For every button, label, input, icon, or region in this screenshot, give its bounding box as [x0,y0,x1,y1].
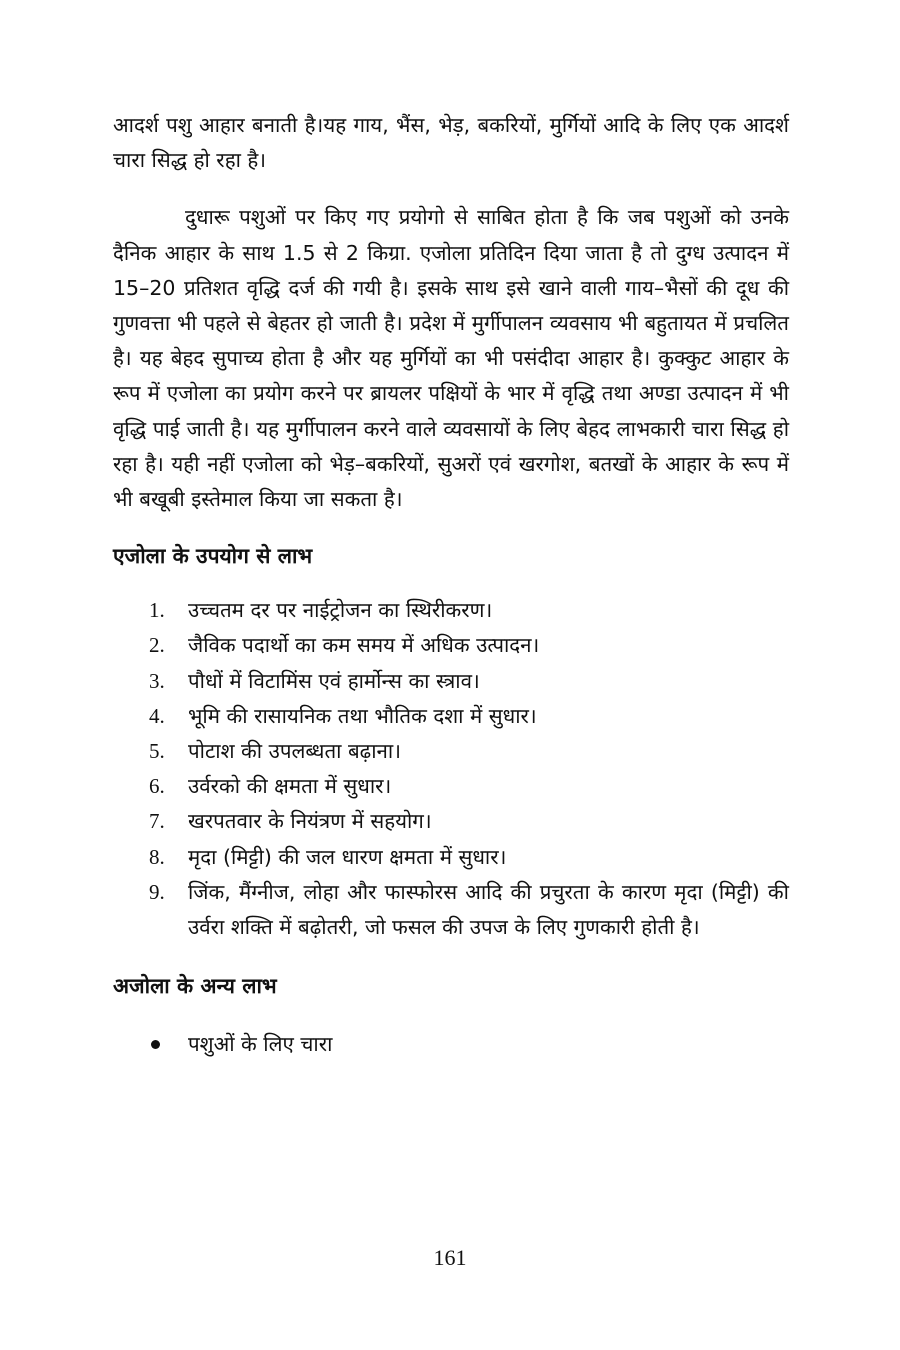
list-item [113,593,789,628]
list-item-text: भूमि की रासायनिक तथा भौतिक दशा में सुधार। [188,703,537,728]
list-item [113,840,789,875]
page-number: 161 [433,1245,467,1270]
list-number: 2. [149,633,165,658]
list-number: 7. [149,809,165,834]
list-item-text: मृदा (मिट्टी) की जल धारण क्षमता में सुधार। [188,844,507,869]
list-item-text: पशुओं के लिए चारा [188,1032,333,1057]
list-item [113,664,789,699]
list-number: 1. [149,598,165,623]
list-item [113,699,789,734]
list-item [113,628,789,663]
list-item-text: पोटाश की उपलब्धता बढ़ाना। [188,739,401,764]
list-number: 4. [149,703,165,728]
other-benefits-list [113,1027,789,1062]
list-number: 5. [149,739,165,764]
list-item-text: जिंक, मैंग्नीज, लोहा और फास्फोरस आदि की प्रचुरता के कारण मृदा (मिट्टी) की उर्वरा शक्ति में बढ़ोतरी, जो फसल की उपज के लिए गुणकारी होती है। [188,879,789,940]
list-item-text: उच्चतम दर पर नाईट्रोजन का स्थिरीकरण। [188,598,493,623]
list-item [113,769,789,804]
list-item-text: उर्वरको की क्षमता में सुधार। [188,774,392,799]
paragraph-intro: आदर्श पशु आहार बनाती है।यह गाय, भैंस, भेड़, बकरियों, मुर्गियों आदि के लिए एक आदर्श चारा सिद्ध हो रहा है। [113,113,789,173]
list-item-text: खरपतवार के नियंत्रण में सहयोग। [188,809,432,834]
document-page [113,108,789,1062]
section-heading-other-benefits: अजोला के अन्य लाभ [113,974,277,999]
list-item [113,875,789,945]
list-item [113,804,789,839]
list-number: 9. [149,879,165,904]
list-item-text: पौधों में विटामिंस एवं हार्मोन्स का स्त्राव। [188,668,480,693]
list-item [113,1027,789,1062]
list-number: 8. [149,844,165,869]
list-number: 6. [149,774,165,799]
list-item [113,734,789,769]
bullet-icon [151,1040,160,1049]
list-item-text: जैविक पदार्थो का कम समय में अधिक उत्पादन। [188,633,540,658]
paragraph-dairy-benefits: दुधारू पशुओं पर किए गए प्रयोगो से साबित होता है कि जब पशुओं को उनके दैनिक आहार के साथ 1.5 से 2 किग्रा. एजोला प्रतिदिन दिया जाता है तो दुग्ध उत्पादन में 15–20 प्रतिशत वृद्धि दर्ज की गयी है। इसके साथ इसे खाने वाली गाय–भैसों की दूध की गुणवत्ता भी पहले से बेहतर हो जाती है। प्रदेश में मुर्गीपालन व्यवसाय भी बहुतायत में प्रचलित है। यह बेहद सुपाच्य होता है और यह मुर्गियों का भी पसंदीदा आहार है। कुक्कुट आहार के रूप में एजोला का प्रयोग करने पर ब्रायलर पक्षियों के भार में वृद्धि तथा अण्डा उत्पादन में भी वृद्धि पाई जाती है। यह मुर्गीपालन करने वाले व्यवसायों के लिए बेहद लाभकारी चारा सिद्ध हो रहा है। यही नहीं एजोला को भेड़–बकरियों, सुअरों एवं खरगोश, बतखों के आहार के रूप में भी बखूबी इस्तेमाल किया जा सकता है। [113,205,789,512]
list-number: 3. [149,668,165,693]
section-heading-benefits: एजोला के उपयोग से लाभ [113,544,313,569]
benefits-list [113,593,789,945]
